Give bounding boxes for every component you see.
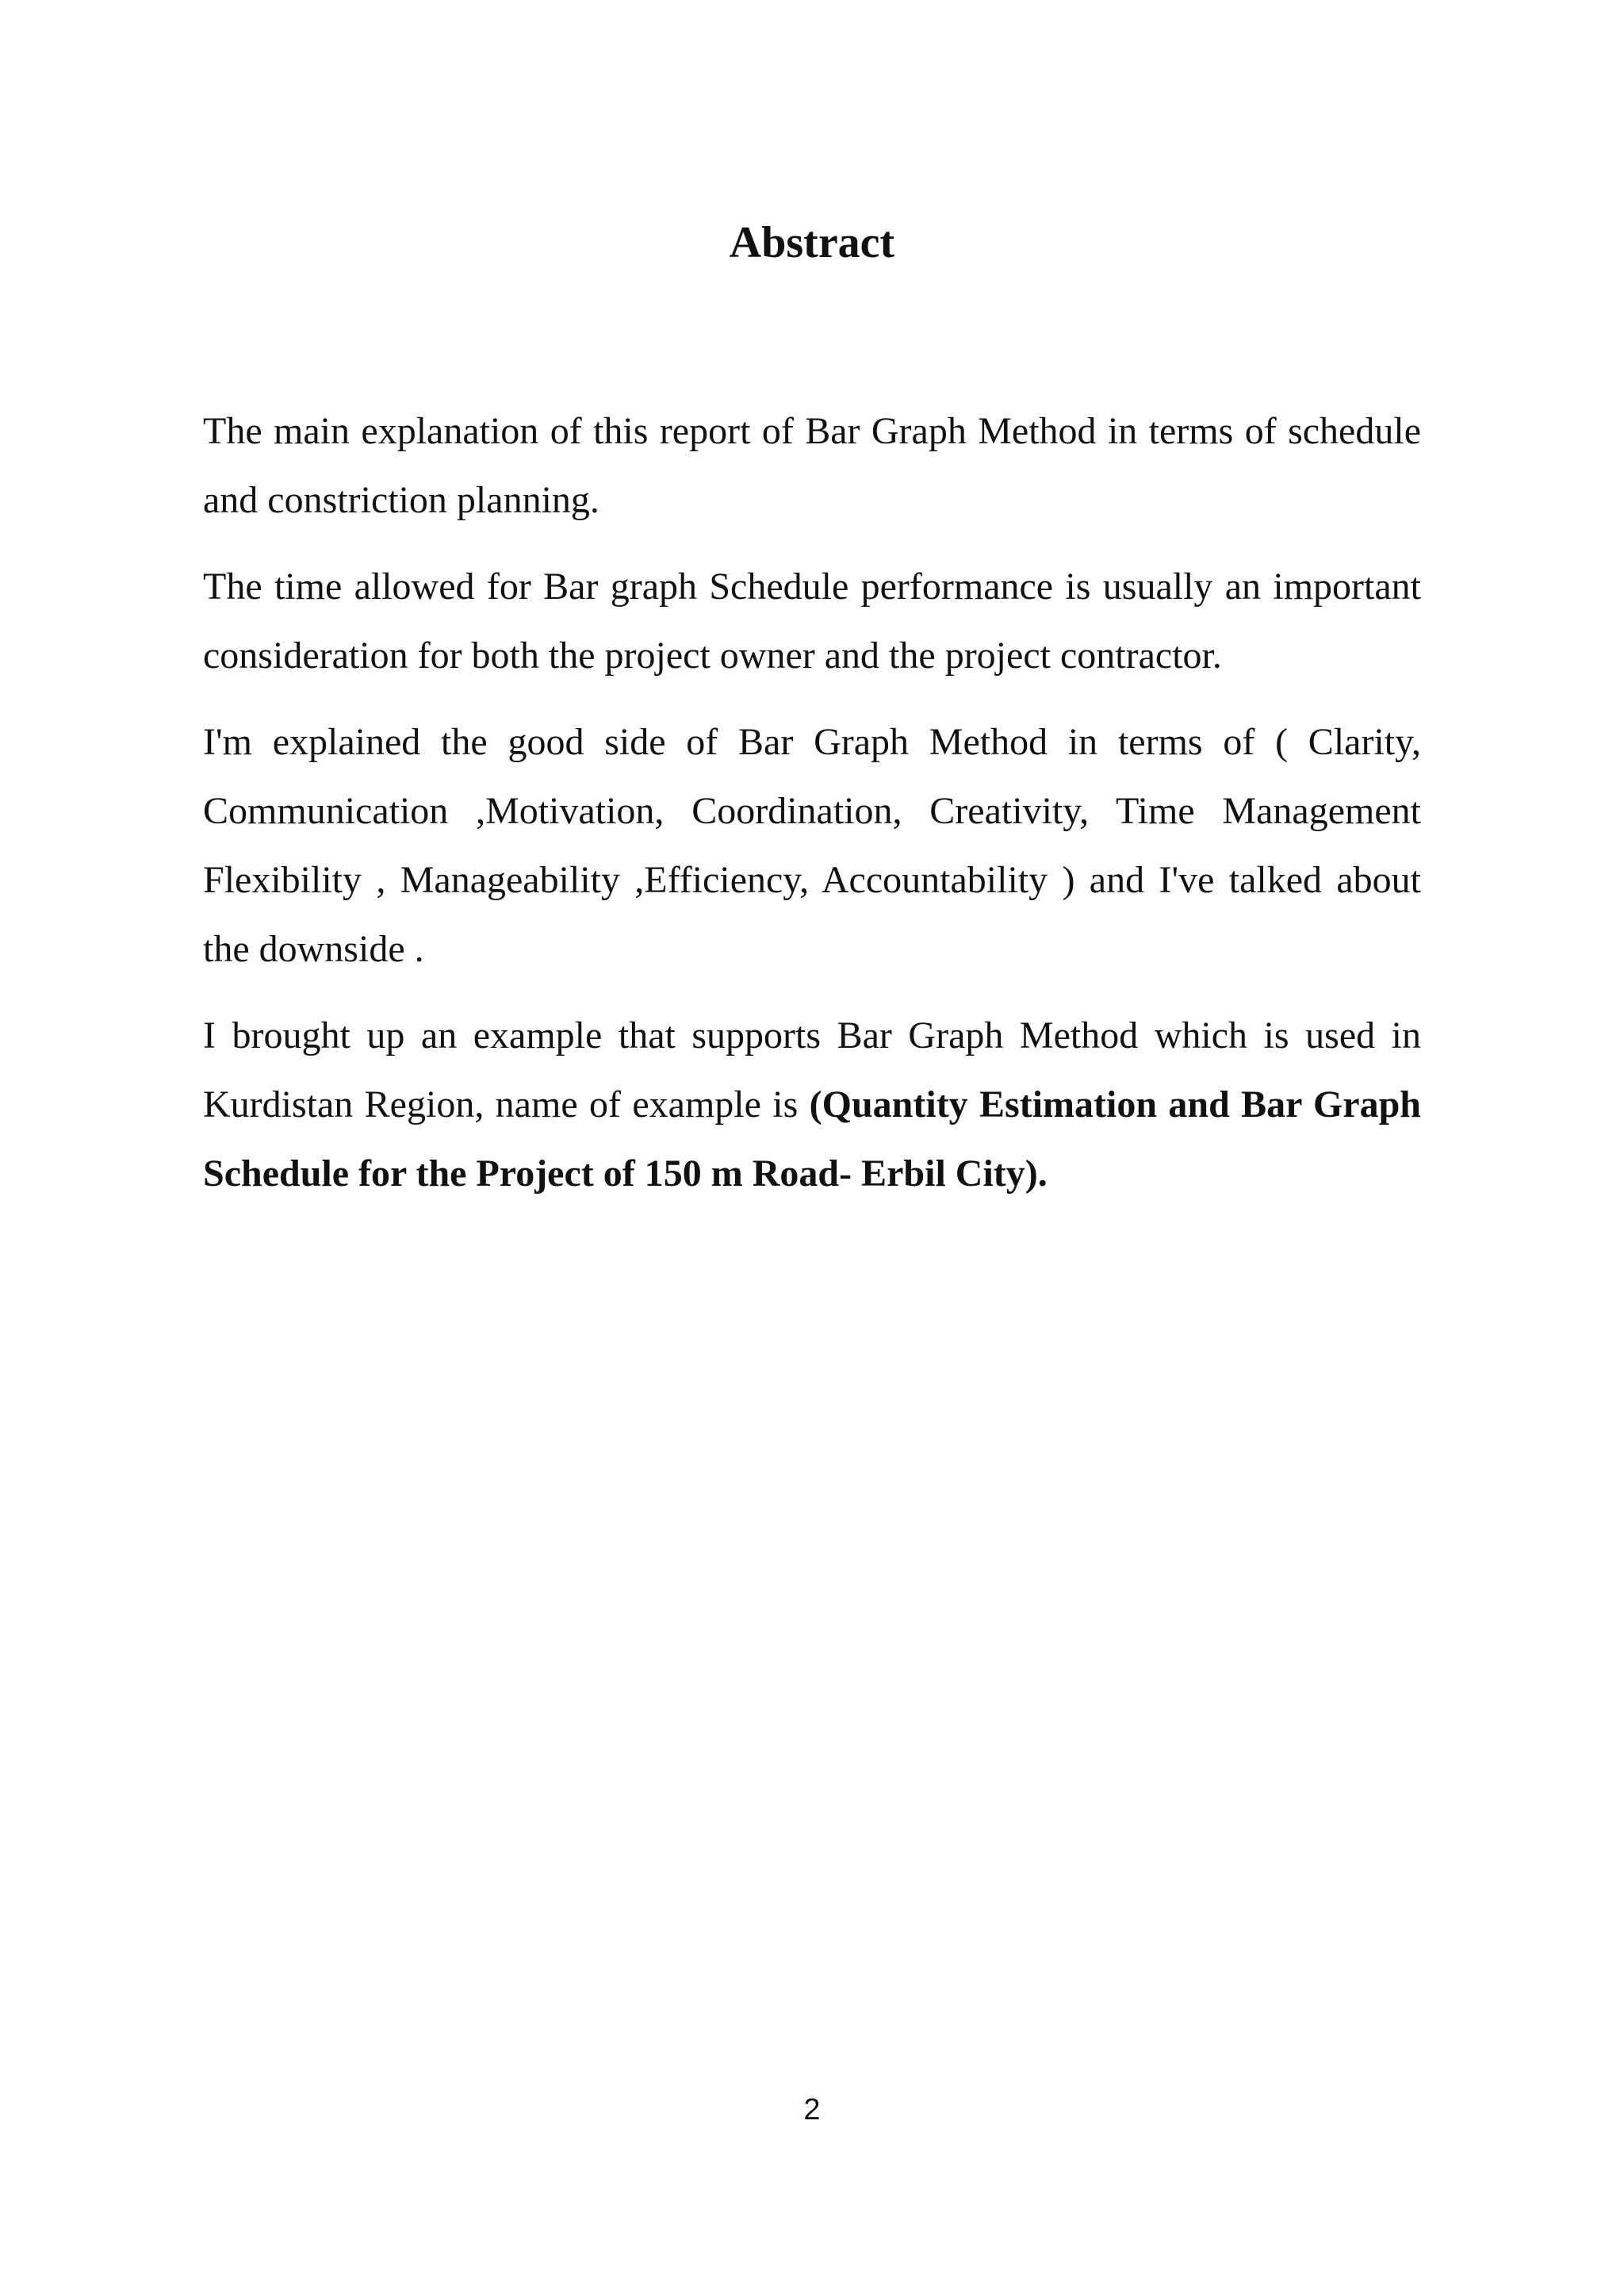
abstract-paragraph-4-text: I brought up an example that supports Bar Graph Method which is used in Kurdistan Region, name of example is (203, 1014, 1421, 1125)
abstract-paragraph-2: The time allowed for Bar graph Schedule performance is usually an important consideration for both the project owner and the project contractor. (203, 566, 1421, 677)
abstract-paragraph-4 (203, 1001, 1421, 1208)
abstract-paragraph-1: The main explanation of this report of Bar Graph Method in terms of schedule and constriction planning. (203, 410, 1421, 521)
page-title: Abstract (729, 218, 895, 267)
example-project-title: (Quantity Estimation and Bar Graph Schedule for the Project of 150 m Road- Erbil City). (203, 1083, 1421, 1195)
page-number: 2 (803, 2093, 821, 2126)
abstract-paragraph-3: I'm explained the good side of Bar Graph Method in terms of ( Clarity, Communication ,Motivation, Coordination, Creativity, Time Management Flexibility , Manageability ,Efficiency, Accountability ) and I've talked about the downside . (203, 721, 1421, 970)
abstract-body (203, 397, 1421, 1225)
